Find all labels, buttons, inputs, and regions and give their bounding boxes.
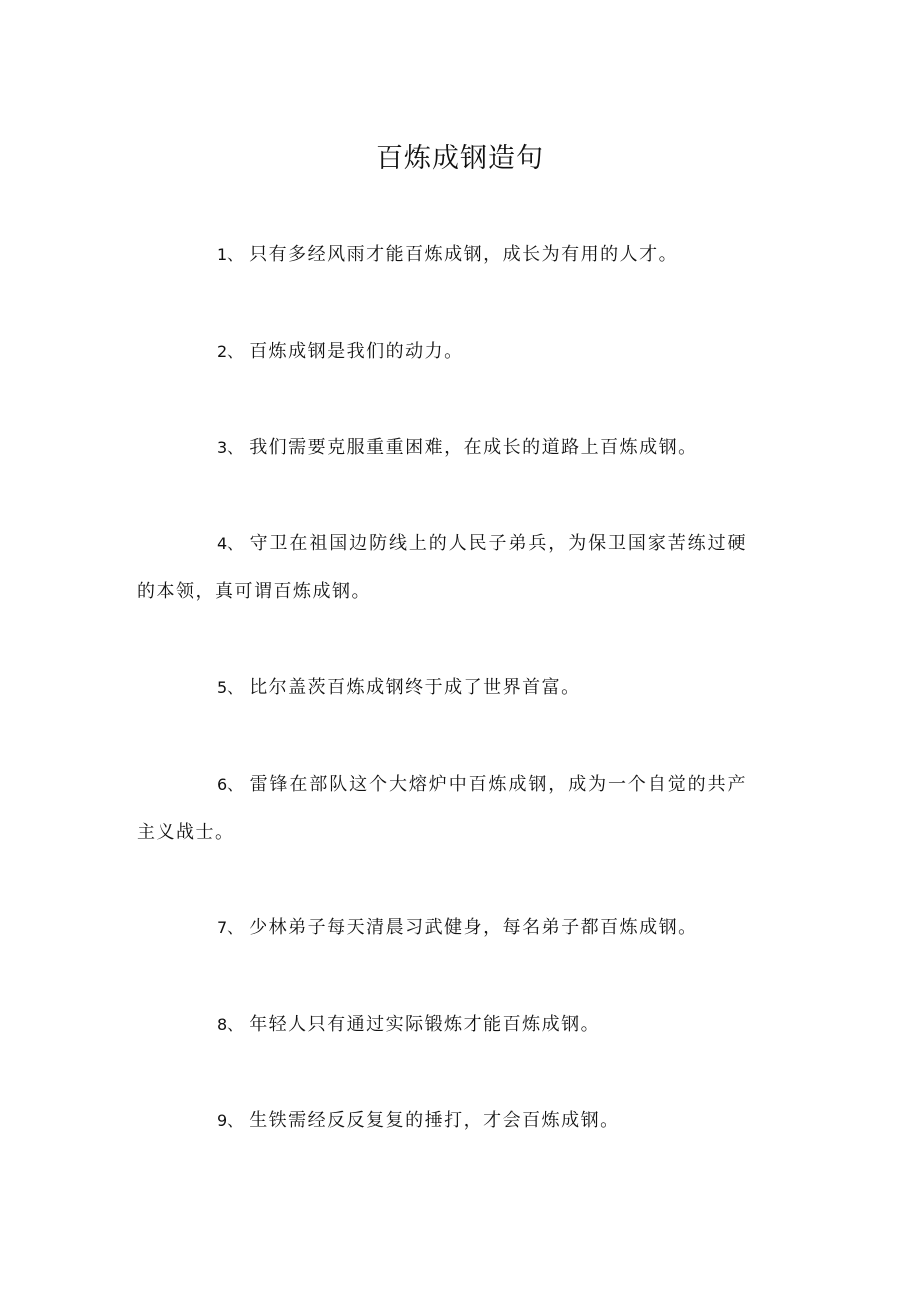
- item-number: 7、: [217, 918, 244, 937]
- item-text: 我们需要克服重重困难，在成长的道路上百炼成钢。: [249, 437, 698, 458]
- sentence-item-3: [137, 424, 747, 472]
- item-text: 百炼成钢是我们的动力。: [249, 341, 464, 362]
- sentence-item-7: [137, 904, 747, 952]
- page-title: 百炼成钢造句: [376, 143, 544, 174]
- item-number: 6、: [217, 775, 244, 794]
- sentence-item-4: [137, 520, 747, 616]
- item-text: 生铁需经反反复复的捶打，才会百炼成钢。: [249, 1110, 620, 1131]
- item-number: 3、: [217, 438, 244, 457]
- item-number: 2、: [217, 342, 244, 361]
- item-text: 比尔盖茨百炼成钢终于成了世界首富。: [249, 677, 581, 698]
- item-text: 雷锋在部队这个大熔炉中百炼成钢，成为一个自觉的共产主义战士。: [137, 774, 747, 843]
- sentence-item-2: [137, 328, 747, 376]
- item-number: 9、: [217, 1111, 244, 1130]
- sentence-item-6: [137, 761, 747, 857]
- item-number: 1、: [217, 245, 244, 264]
- item-number: 5、: [217, 678, 244, 697]
- sentence-item-8: [137, 1001, 747, 1049]
- sentence-item-1: [137, 231, 747, 279]
- item-text: 少林弟子每天清晨习武健身，每名弟子都百炼成钢。: [249, 917, 698, 938]
- item-text: 守卫在祖国边防线上的人民子弟兵，为保卫国家苦练过硬的本领，真可谓百炼成钢。: [137, 533, 747, 602]
- item-text: 年轻人只有通过实际锻炼才能百炼成钢。: [249, 1014, 601, 1035]
- sentence-item-5: [137, 664, 747, 712]
- sentence-item-9: [137, 1097, 747, 1145]
- item-text: 只有多经风雨才能百炼成钢，成长为有用的人才。: [249, 244, 679, 265]
- item-number: 8、: [217, 1015, 244, 1034]
- item-number: 4、: [217, 534, 244, 553]
